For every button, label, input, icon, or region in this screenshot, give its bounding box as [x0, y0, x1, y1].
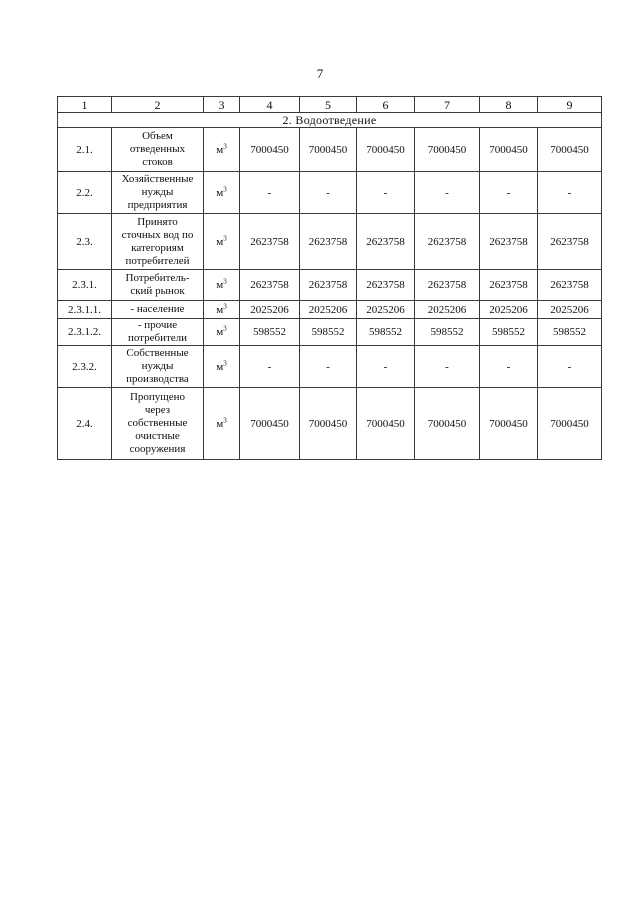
value-cell: 7000450	[300, 388, 357, 460]
table-body	[58, 97, 602, 460]
column-header: 7	[415, 97, 480, 113]
column-header: 8	[480, 97, 538, 113]
row-name-cell	[112, 388, 204, 460]
row-name-line: категориям	[131, 241, 184, 254]
unit-exponent: 3	[223, 358, 227, 367]
row-number-cell: 2.3.1.	[58, 270, 112, 301]
value-cell: 598552	[538, 319, 602, 346]
row-name-cell	[112, 301, 204, 319]
value-cell: 2025206	[415, 301, 480, 319]
table-row	[58, 214, 602, 270]
unit-cell	[204, 172, 240, 214]
unit-base: м	[216, 360, 224, 373]
value-cell: 2623758	[357, 270, 415, 301]
value-cell: 7000450	[357, 128, 415, 172]
value-cell: 7000450	[300, 128, 357, 172]
value-cell: 598552	[415, 319, 480, 346]
value-cell: 598552	[240, 319, 300, 346]
value-cell: 2623758	[300, 214, 357, 270]
unit-exponent: 3	[223, 184, 227, 193]
row-name-line: Потребитель-	[125, 272, 190, 284]
value-cell: 2025206	[240, 301, 300, 319]
value-cell: -	[538, 172, 602, 214]
row-number-cell: 2.3.2.	[58, 346, 112, 388]
unit-base: м	[216, 303, 224, 316]
unit-exponent: 3	[223, 233, 227, 242]
row-name-cell	[112, 346, 204, 388]
value-cell: -	[415, 172, 480, 214]
unit-exponent: 3	[223, 141, 227, 150]
table-row	[58, 319, 602, 346]
row-name-line: очистные	[135, 430, 180, 442]
value-cell: 598552	[480, 319, 538, 346]
value-cell: 598552	[357, 319, 415, 346]
row-name-cell	[112, 214, 204, 270]
column-header: 1	[58, 97, 112, 113]
value-cell: 7000450	[480, 388, 538, 460]
row-name-line: стоков	[142, 156, 173, 168]
value-cell: 2623758	[538, 214, 602, 270]
unit-cell	[204, 319, 240, 346]
unit-base: м	[216, 417, 224, 430]
row-number-cell: 2.1.	[58, 128, 112, 172]
value-cell: 7000450	[415, 128, 480, 172]
value-cell: 2025206	[357, 301, 415, 319]
unit-base: м	[216, 279, 224, 291]
unit-cell	[204, 346, 240, 388]
unit-exponent: 3	[223, 301, 227, 310]
table-row	[58, 346, 602, 388]
value-cell: 2623758	[538, 270, 602, 301]
table-row	[58, 172, 602, 214]
row-name-cell	[112, 128, 204, 172]
column-header: 3	[204, 97, 240, 113]
row-name-line: Объем	[142, 130, 173, 142]
value-cell: -	[240, 346, 300, 388]
unit-cell	[204, 388, 240, 460]
section-title-row	[58, 113, 602, 128]
row-number-cell: 2.2.	[58, 172, 112, 214]
row-name-line: предприятия	[127, 199, 188, 211]
row-number-cell: 2.3.1.1.	[58, 301, 112, 319]
unit-cell	[204, 301, 240, 319]
row-name-line: собственные	[127, 417, 188, 429]
value-cell: 7000450	[538, 128, 602, 172]
table-row	[58, 301, 602, 319]
unit-cell	[204, 214, 240, 270]
value-cell: 2623758	[415, 214, 480, 270]
row-number-cell: 2.3.1.2.	[58, 319, 112, 346]
value-cell: 2025206	[538, 301, 602, 319]
value-cell: 598552	[300, 319, 357, 346]
unit-exponent: 3	[223, 277, 227, 286]
page-number: 7	[316, 66, 324, 81]
value-cell: 7000450	[240, 388, 300, 460]
value-cell: -	[357, 172, 415, 214]
value-cell: 2623758	[480, 214, 538, 270]
section-title: 2. Водоотведение	[58, 113, 602, 128]
unit-base: м	[216, 143, 224, 156]
row-name-line: нужды	[141, 360, 174, 372]
value-cell: -	[480, 346, 538, 388]
row-name-line: производства	[126, 373, 189, 385]
row-name-line: сооружения	[129, 443, 186, 455]
column-header: 2	[112, 97, 204, 113]
row-name-line: потребителей	[125, 254, 190, 267]
value-cell: 7000450	[240, 128, 300, 172]
value-cell: -	[538, 346, 602, 388]
value-cell: 7000450	[357, 388, 415, 460]
value-cell: -	[357, 346, 415, 388]
value-cell: 2623758	[240, 270, 300, 301]
value-cell: 2623758	[415, 270, 480, 301]
value-cell: 2025206	[300, 301, 357, 319]
column-header: 9	[538, 97, 602, 113]
row-number-cell: 2.4.	[58, 388, 112, 460]
value-cell: -	[480, 172, 538, 214]
table-row	[58, 128, 602, 172]
row-name-line: Собственные	[126, 347, 189, 359]
unit-base: м	[216, 235, 224, 248]
row-name-cell	[112, 319, 204, 346]
unit-exponent: 3	[223, 415, 227, 424]
value-cell: 2623758	[240, 214, 300, 270]
row-name-line: нужды	[141, 186, 174, 198]
unit-cell	[204, 128, 240, 172]
value-cell: 7000450	[538, 388, 602, 460]
value-cell: 7000450	[480, 128, 538, 172]
row-name-line: Пропущено	[129, 391, 186, 403]
row-name-cell	[112, 270, 204, 301]
row-name-line: - прочие	[137, 319, 178, 331]
value-cell: 7000450	[415, 388, 480, 460]
row-name-line: отведенных	[129, 143, 186, 155]
unit-base: м	[216, 326, 224, 338]
value-cell: 2623758	[300, 270, 357, 301]
value-cell: 2623758	[480, 270, 538, 301]
row-name-line: - население	[130, 303, 185, 315]
row-name-line: сточных вод по	[121, 228, 194, 241]
value-cell: -	[300, 172, 357, 214]
value-cell: 2025206	[480, 301, 538, 319]
unit-cell	[204, 270, 240, 301]
row-name-line: Хозяйственные	[121, 173, 194, 185]
wastewater-table	[57, 96, 602, 460]
value-cell: -	[415, 346, 480, 388]
unit-exponent: 3	[223, 324, 227, 333]
table-row	[58, 270, 602, 301]
row-name-line: потребители	[127, 332, 188, 344]
table-row	[58, 388, 602, 460]
column-header: 6	[357, 97, 415, 113]
row-name-line: Принято	[137, 215, 178, 228]
unit-base: м	[216, 186, 224, 199]
row-name-cell	[112, 172, 204, 214]
column-number-row	[58, 97, 602, 113]
column-header: 4	[240, 97, 300, 113]
value-cell: 2623758	[357, 214, 415, 270]
value-cell: -	[300, 346, 357, 388]
row-name-line: через	[144, 404, 171, 416]
value-cell: -	[240, 172, 300, 214]
row-name-line: ский рынок	[130, 285, 185, 297]
column-header: 5	[300, 97, 357, 113]
row-number-cell: 2.3.	[58, 214, 112, 270]
